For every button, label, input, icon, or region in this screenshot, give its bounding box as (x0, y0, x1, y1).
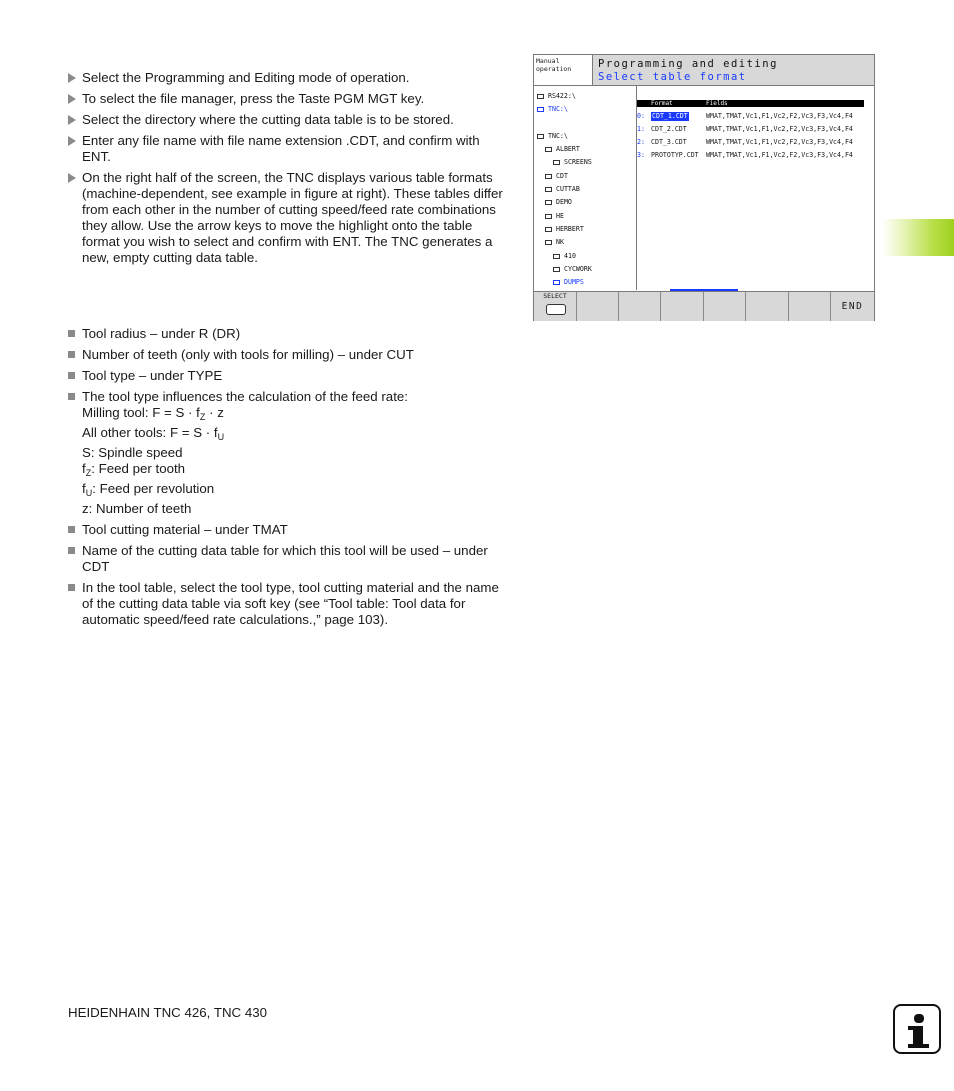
row-index: 3: (637, 151, 645, 159)
square-bullet-icon (68, 351, 75, 358)
softkey-empty[interactable] (704, 292, 746, 321)
folder-icon (553, 160, 560, 165)
arrow-bullet-icon (68, 94, 76, 104)
instruction-steps (68, 70, 510, 271)
list-item (68, 347, 510, 363)
list-item (68, 326, 510, 342)
dir-tnc-root[interactable]: TNC:\ (537, 132, 568, 140)
folder-icon (545, 147, 552, 152)
dir-he[interactable]: HE (545, 212, 564, 220)
dir-410[interactable]: 410 (553, 252, 576, 260)
table-row[interactable] (637, 138, 874, 147)
softkey-empty[interactable] (661, 292, 704, 321)
tnc-screen-figure (533, 54, 875, 321)
arrow-bullet-icon (68, 73, 76, 83)
list-item (68, 389, 510, 517)
screen-title: Programming and editing (598, 58, 778, 70)
other-formula: All other tools: $F = S \cdot f_U$ (82, 425, 225, 442)
list-text: Tool radius – under R (DR) (82, 326, 241, 341)
directory-tree (534, 86, 637, 290)
drive-icon (537, 107, 544, 112)
end-softkey[interactable]: END (841, 301, 864, 312)
step-text: On the right half of the screen, the TNC displays various table formats (machine-dependent, see example in figure at right). These tables differ from each other in the number of cutting speed/feed rate combinations they allow. Use the arrow keys to move the highlight onto the table format you wish to select and confirm with ENT. The TNC generates a new, empty cutting data table. (82, 170, 503, 265)
row-format: CDT_3.CDT (651, 138, 687, 146)
select-softkey-label: SELECT (543, 292, 567, 300)
row-index: 0: (637, 112, 645, 120)
drive-tnc[interactable]: TNC:\ (537, 105, 568, 113)
step-item (68, 170, 510, 266)
table-row[interactable] (637, 125, 874, 134)
list-text: The tool type influences the calculation of the feed rate: (82, 389, 408, 404)
list-item (68, 522, 510, 538)
folder-icon (545, 227, 552, 232)
row-fields: WMAT,TMAT,Vc1,F1,Vc2,F2,Vc3,F3,Vc4,F4 (706, 125, 853, 133)
tool-data-list (68, 326, 510, 633)
folder-open-icon (553, 280, 560, 285)
row-format-highlighted: CDT_1.CDT (652, 112, 688, 120)
dir-nk[interactable]: NK (545, 238, 564, 246)
mode-label: Manual operation (534, 55, 593, 85)
folder-icon (545, 187, 552, 192)
legend-teeth: z: Number of teeth (82, 501, 192, 516)
square-bullet-icon (68, 393, 75, 400)
softkey-empty[interactable] (789, 292, 831, 321)
dir-screens[interactable]: SCREENS (553, 158, 592, 166)
step-text: Enter any file name with file name extension .CDT, and confirm with ENT. (82, 133, 480, 164)
drive-icon (537, 94, 544, 99)
info-icon (893, 1004, 941, 1054)
page-footer: HEIDENHAIN TNC 426, TNC 430 (68, 1005, 268, 1020)
square-bullet-icon (68, 330, 75, 337)
folder-icon (537, 134, 544, 139)
milling-formula: Milling tool: $F = S \cdot f_Z \cdot z$ (82, 405, 224, 422)
row-index: 1: (637, 125, 645, 133)
col-format: Format (651, 100, 673, 107)
arrow-bullet-icon (68, 136, 76, 146)
legend-fz: $f_Z$: Feed per tooth (82, 461, 186, 478)
dir-albert[interactable]: ALBERT (545, 145, 580, 153)
step-text: Select the Programming and Editing mode of operation. (82, 70, 410, 85)
screen-subtitle: Select table format (598, 71, 747, 83)
folder-icon (553, 254, 560, 259)
list-text: In the tool table, select the tool type, tool cutting material and the name of the cutting data table via soft key (see “Tool table: Tool data for automatic speed/feed rate calculations.,” page 103). (82, 580, 499, 627)
softkey-empty[interactable] (577, 292, 619, 321)
step-text: Select the directory where the cutting data table is to be stored. (82, 112, 454, 127)
folder-icon (545, 174, 552, 179)
drive-rs422[interactable]: RS422:\ (537, 92, 576, 100)
dir-demo[interactable]: DEMO (545, 198, 572, 206)
folder-icon (545, 214, 552, 219)
square-bullet-icon (68, 526, 75, 533)
folder-icon (545, 240, 552, 245)
softkey-empty[interactable] (619, 292, 661, 321)
legend-spindle: S: Spindle speed (82, 445, 183, 460)
dir-dumps[interactable]: DUMPS (553, 278, 584, 286)
row-format: PROTOTYP.CDT (651, 151, 699, 159)
square-bullet-icon (68, 547, 75, 554)
softkey-empty[interactable] (746, 292, 789, 321)
dir-cycwork[interactable]: CYCWORK (553, 265, 592, 273)
hand-pointer-icon (546, 304, 566, 315)
table-row[interactable] (637, 112, 874, 121)
row-fields: WMAT,TMAT,Vc1,F1,Vc2,F2,Vc3,F3,Vc4,F4 (706, 151, 853, 159)
step-item (68, 91, 510, 107)
folder-icon (545, 200, 552, 205)
row-index: 2: (637, 138, 645, 146)
arrow-bullet-icon (68, 115, 76, 125)
list-text: Name of the cutting data table for which this tool will be used – under CDT (82, 543, 488, 574)
folder-icon (553, 267, 560, 272)
step-text: To select the file manager, press the Taste PGM MGT key. (82, 91, 425, 106)
step-item (68, 70, 510, 86)
dir-cuttab[interactable]: CUTTAB (545, 185, 580, 193)
arrow-bullet-icon (68, 173, 76, 183)
step-item (68, 133, 510, 165)
list-text: Tool type – under TYPE (82, 368, 223, 383)
screen-header (534, 55, 874, 86)
dir-herbert[interactable]: HERBERT (545, 225, 584, 233)
table-row[interactable] (637, 151, 874, 160)
list-item (68, 368, 510, 384)
legend-fu: $f_U$: Feed per revolution (82, 481, 215, 498)
select-softkey[interactable] (534, 292, 577, 321)
softkey-bar (534, 291, 874, 321)
square-bullet-icon (68, 372, 75, 379)
row-fields: WMAT,TMAT,Vc1,F1,Vc2,F2,Vc3,F3,Vc4,F4 (706, 112, 853, 120)
chapter-tab-marker (882, 219, 954, 256)
table-header (637, 100, 864, 107)
list-text: Number of teeth (only with tools for milling) – under CUT (82, 347, 414, 362)
square-bullet-icon (68, 584, 75, 591)
row-fields: WMAT,TMAT,Vc1,F1,Vc2,F2,Vc3,F3,Vc4,F4 (706, 138, 853, 146)
list-text: Tool cutting material – under TMAT (82, 522, 288, 537)
row-format: CDT_2.CDT (651, 125, 687, 133)
list-item (68, 580, 510, 628)
step-item (68, 112, 510, 128)
dir-cdt[interactable]: CDT (545, 172, 568, 180)
col-fields: Fields (706, 100, 728, 107)
list-item (68, 543, 510, 575)
